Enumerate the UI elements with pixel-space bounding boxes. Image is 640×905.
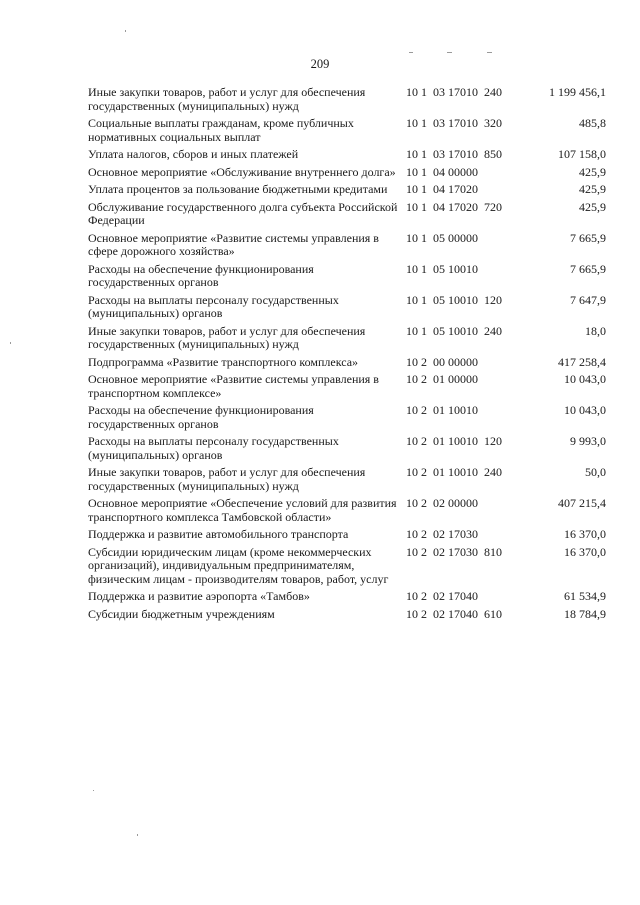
row-amount: 485,8 (579, 116, 606, 130)
row-code: 10 2 02 17030 810 (406, 544, 502, 559)
row-name: Расходы на обеспечение функционирования государственных органов (88, 261, 314, 289)
table-row (88, 86, 606, 117)
row-amount: 50,0 (585, 465, 606, 479)
row-code: 10 1 04 17020 (406, 182, 478, 196)
row-code: 10 1 04 00000 (406, 164, 478, 179)
row-code: 10 2 00 00000 (406, 354, 478, 369)
row-name: Основное мероприятие «Обслуживание внутреннего долга» (88, 164, 396, 179)
table-row (88, 294, 606, 325)
table-row (88, 232, 606, 263)
row-name: Основное мероприятие «Развитие системы управления в сфере дорожного хозяйства» (88, 230, 379, 258)
row-code: 10 2 02 17040 (406, 589, 478, 603)
scan-speck (487, 52, 492, 53)
row-name: Поддержка и развитие автомобильного транспорта (88, 527, 349, 541)
row-amount: 18,0 (585, 323, 606, 338)
scan-speck (409, 52, 413, 53)
row-code: 10 2 01 00000 (406, 372, 478, 386)
row-code: 10 1 05 00000 (406, 230, 478, 245)
scan-speck (93, 790, 94, 791)
table-row (88, 608, 606, 626)
row-name: Основное мероприятие «Развитие системы управления в транспортном комплексе» (88, 372, 379, 400)
row-amount: 425,9 (579, 199, 606, 214)
row-amount: 16 370,0 (564, 527, 606, 541)
row-code: 10 1 03 17010 240 (406, 85, 502, 99)
row-name: Уплата налогов, сборов и иных платежей (88, 147, 299, 161)
table-row (88, 497, 606, 528)
row-name: Поддержка и развитие аэропорта «Тамбов» (88, 589, 310, 603)
row-amount: 7 665,9 (570, 230, 606, 245)
row-amount: 61 534,9 (564, 589, 606, 603)
row-amount: 417 258,4 (558, 354, 606, 369)
row-amount: 425,9 (579, 164, 606, 179)
scan-speck (10, 342, 11, 344)
row-name: Субсидии юридическим лицам (кроме некоммерческих организаций), индивидуальным предпринимателям, физическим лицам - производителям товаров, работ, услуг (88, 544, 389, 586)
row-amount: 18 784,9 (564, 606, 606, 621)
row-name: Иные закупки товаров, работ и услуг для обеспечения государственных (муниципальных) нужд (88, 323, 366, 351)
row-name: Расходы на обеспечение функционирования государственных органов (88, 403, 314, 431)
row-code: 10 1 03 17010 320 (406, 116, 502, 130)
budget-table-body (88, 86, 606, 625)
row-amount: 10 043,0 (564, 372, 606, 386)
row-code: 10 2 02 17030 (406, 527, 478, 541)
scan-speck (447, 52, 452, 53)
row-amount: 16 370,0 (564, 544, 606, 559)
table-row (88, 528, 606, 546)
row-amount: 7 665,9 (570, 261, 606, 276)
table-row (88, 373, 606, 404)
row-code: 10 2 02 00000 (406, 496, 478, 510)
table-row (88, 166, 606, 184)
row-name: Расходы на выплаты персоналу государственных (муниципальных) органов (88, 434, 339, 462)
row-name: Обслуживание государственного долга субъекта Российской Федерации (88, 199, 398, 227)
scan-speck (125, 30, 126, 32)
row-amount: 1 199 456,1 (549, 85, 606, 99)
table-row (88, 404, 606, 435)
row-amount: 407 215,4 (558, 496, 606, 510)
row-amount: 10 043,0 (564, 403, 606, 417)
row-code: 10 2 01 10010 120 (406, 434, 502, 448)
row-code: 10 1 05 10010 (406, 261, 478, 276)
row-code: 10 1 05 10010 240 (406, 323, 502, 338)
row-name: Социальные выплаты гражданам, кроме публичных нормативных социальных выплат (88, 116, 354, 144)
row-code: 10 2 01 10010 240 (406, 465, 502, 479)
row-name: Иные закупки товаров, работ и услуг для обеспечения государственных (муниципальных) нужд (88, 85, 366, 113)
scan-speck (137, 834, 138, 836)
row-name: Субсидии бюджетным учреждениям (88, 606, 275, 621)
table-row (88, 325, 606, 356)
row-amount: 9 993,0 (570, 434, 606, 448)
table-row (88, 117, 606, 148)
table-row (88, 590, 606, 608)
table-row (88, 183, 606, 201)
row-name: Расходы на выплаты персоналу государственных (муниципальных) органов (88, 292, 339, 320)
table-row (88, 466, 606, 497)
row-code: 10 2 01 10010 (406, 403, 478, 417)
row-code: 10 2 02 17040 610 (406, 606, 502, 621)
table-row (88, 263, 606, 294)
row-code: 10 1 05 10010 120 (406, 292, 502, 307)
row-name: Основное мероприятие «Обеспечение условий для развития транспортного комплекса Тамбовской области» (88, 496, 397, 524)
row-code: 10 1 04 17020 720 (406, 199, 502, 214)
table-row (88, 201, 606, 232)
row-name: Подпрограмма «Развитие транспортного комплекса» (88, 354, 359, 369)
row-amount: 7 647,9 (570, 292, 606, 307)
table-row (88, 546, 606, 591)
row-name: Иные закупки товаров, работ и услуг для обеспечения государственных (муниципальных) нужд (88, 465, 366, 493)
table-row (88, 148, 606, 166)
row-amount: 425,9 (579, 182, 606, 196)
row-code: 10 1 03 17010 850 (406, 147, 502, 161)
page-number: 209 (310, 57, 330, 71)
row-amount: 107 158,0 (558, 147, 606, 161)
budget-table (88, 86, 606, 625)
table-row (88, 435, 606, 466)
table-row (88, 356, 606, 374)
row-name: Уплата процентов за пользование бюджетными кредитами (88, 182, 388, 196)
